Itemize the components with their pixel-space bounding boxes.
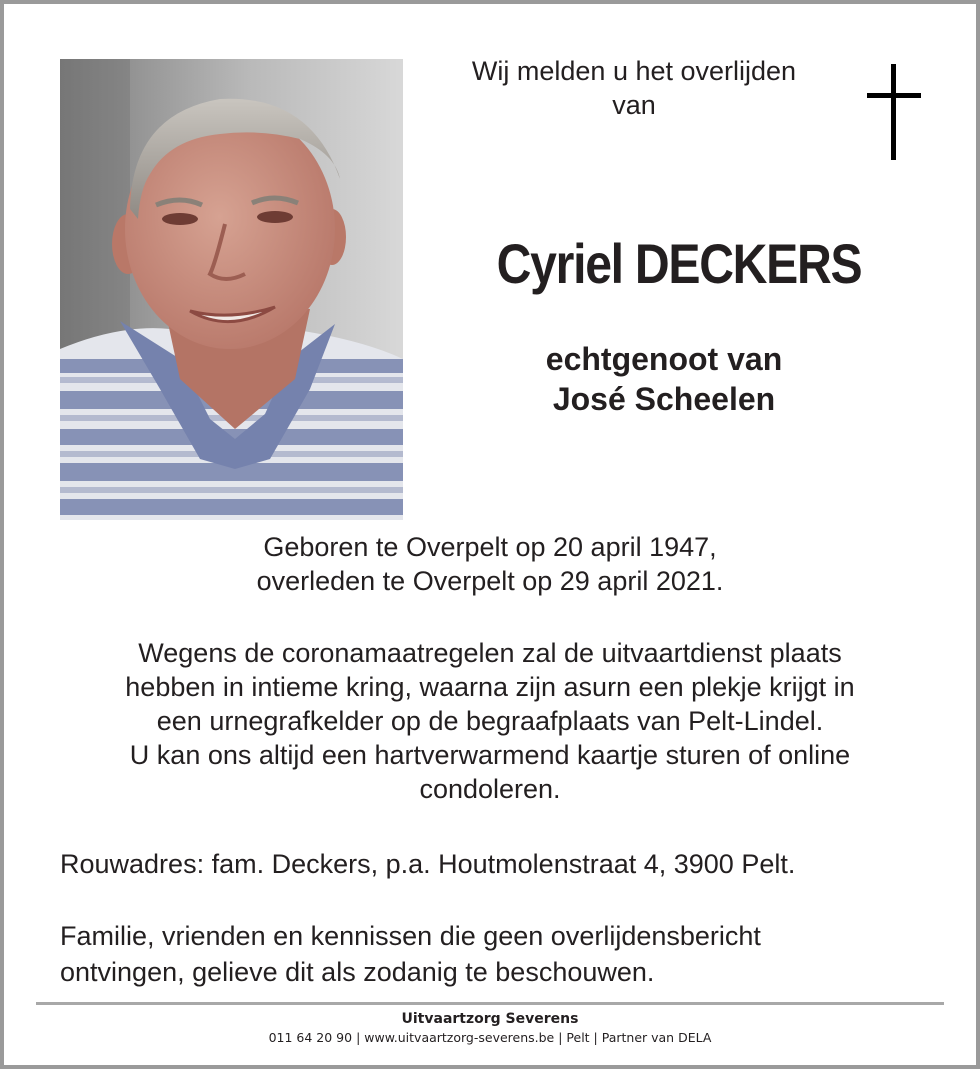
details-line: Wegens de coronamaatregelen zal de uitvaartdienst plaats bbox=[138, 638, 842, 668]
spouse-label: echtgenoot van bbox=[545, 341, 783, 377]
details-line: condoleren. bbox=[419, 774, 561, 804]
notice-line: ontvingen, gelieve dit als zodanig te beschouwen. bbox=[60, 957, 655, 987]
family-notice bbox=[60, 918, 940, 990]
portrait-photo bbox=[60, 59, 403, 520]
details-line: U kan ons altijd een hartverwarmend kaartje sturen of online bbox=[129, 740, 851, 770]
notice-line: Familie, vrienden en kennissen die geen overlijdensbericht bbox=[60, 921, 761, 951]
intro-text bbox=[424, 54, 844, 122]
death-date: overleden te Overpelt op 29 april 2021. bbox=[256, 566, 724, 596]
intro-line: Wij melden u het overlijden bbox=[471, 56, 797, 86]
cross-icon bbox=[864, 64, 924, 169]
spouse-info bbox=[464, 339, 864, 419]
life-dates bbox=[4, 530, 976, 598]
deceased-name: Cyriel DECKERS bbox=[496, 232, 862, 295]
birth-date: Geboren te Overpelt op 20 april 1947, bbox=[263, 532, 717, 562]
details-line: hebben in intieme kring, waarna zijn asurn een plekje krijgt in bbox=[125, 672, 855, 702]
details-line: een urnegrafkelder op de begraafplaats van Pelt-Lindel. bbox=[156, 706, 824, 736]
spouse-name: José Scheelen bbox=[552, 381, 776, 417]
funeral-home-contact: 011 64 20 90 | www.uitvaartzorg-severens.be | Pelt | Partner van DELA bbox=[268, 1030, 712, 1045]
intro-line: van bbox=[612, 90, 656, 120]
funeral-details bbox=[44, 636, 936, 806]
footer-divider bbox=[36, 1002, 944, 1005]
funeral-home-name: Uitvaartzorg Severens bbox=[401, 1011, 579, 1027]
mourning-address: Rouwadres: fam. Deckers, p.a. Houtmolenstraat 4, 3900 Pelt. bbox=[60, 849, 796, 879]
